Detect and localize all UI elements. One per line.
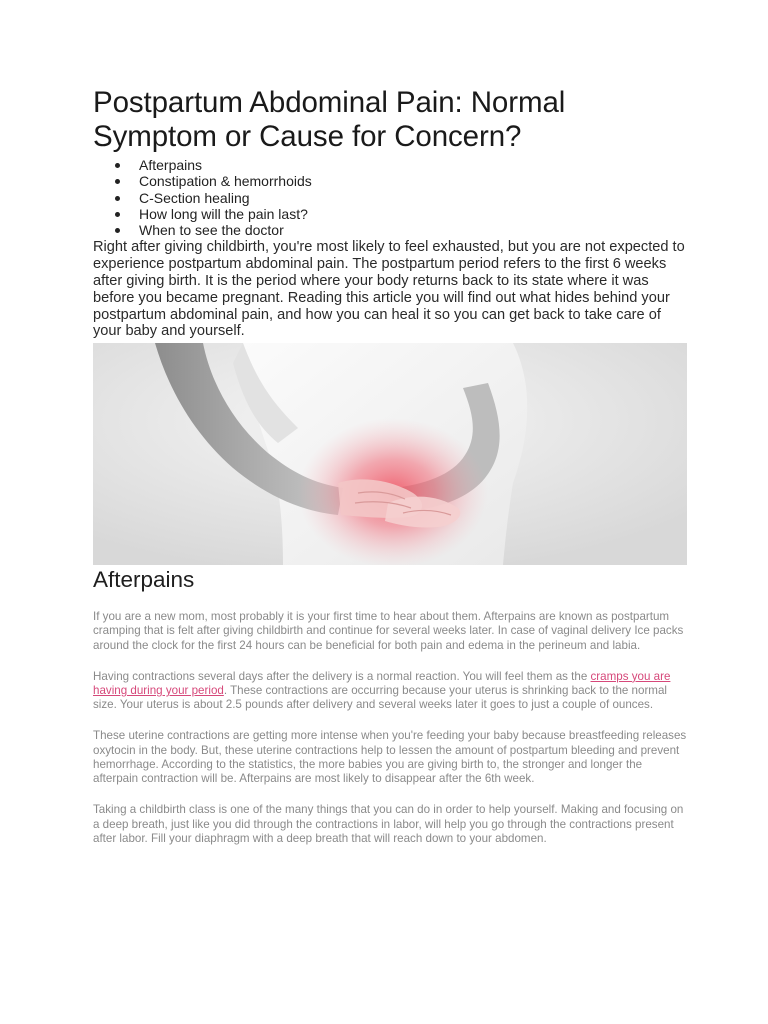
page-title <box>93 86 689 154</box>
section-heading-afterpains: Afterpains <box>93 567 195 593</box>
paragraph-2-text-before: Having contractions several days after the delivery is a normal reaction. You will feel them as the <box>93 669 591 683</box>
table-of-contents <box>93 157 689 238</box>
article <box>93 86 689 846</box>
toc-item[interactable] <box>93 157 689 173</box>
period-cramps-link[interactable]: cramps you are having during your period <box>93 669 671 698</box>
toc-item-label: C-Section healing <box>139 189 250 206</box>
toc-item[interactable] <box>93 173 689 189</box>
bullet-icon <box>115 196 120 201</box>
hero-image <box>93 343 687 565</box>
bullet-icon <box>115 179 120 184</box>
toc-item[interactable] <box>93 222 689 238</box>
title-line-1: Postpartum Abdominal Pain: Normal <box>93 86 566 119</box>
toc-item-label: When to see the doctor <box>139 222 284 239</box>
paragraph-2 <box>93 670 689 713</box>
toc-item-label: Constipation & hemorrhoids <box>139 173 312 190</box>
paragraph-1: If you are a new mom, most probably it is your first time to hear about them. Afterpains are known as postpartum cramping that is felt after giving childbirth and continue for several weeks later. In case of vaginal delivery Ice packs around the clock for the first 24 hours can be beneficial for both pain and edema in the perineum and labia. <box>93 610 684 652</box>
intro-paragraph: Right after giving childbirth, you're most likely to feel exhausted, but you are not expected to experience postpartum abdominal pain. The postpartum period refers to the first 6 weeks after giving birth. It is the period where your body returns back to its state where it was before you became pregnant. Reading this article you will find out what hides behind your postpartum abdominal pain, and how you can heal it so you can get back to take care of your baby and yourself. <box>93 239 685 340</box>
paragraph-2-text-after: . These contractions are occurring because your uterus is shrinking back to the normal size. Your uterus is about 2.5 pounds after delivery and several weeks later it goes to just a couple of ounces. <box>93 684 667 712</box>
toc-item[interactable] <box>93 190 689 206</box>
title-line-2: Symptom or Cause for Concern? <box>93 120 522 153</box>
bullet-icon <box>115 163 120 168</box>
bullet-icon <box>115 228 120 233</box>
toc-item-label: How long will the pain last? <box>139 205 308 222</box>
abdominal-pain-illustration <box>93 343 687 565</box>
paragraph-3: These uterine contractions are getting more intense when you're feeding your baby because breastfeeding releases oxytocin in the body. But, these uterine contractions help to lessen the amount of postpartum bleeding and prevent hemorrhage. According to the statistics, the more babies you are giving birth to, the stronger and longer the afterpain contraction will be. Afterpains are most likely to disappear after the 6th week. <box>93 729 687 786</box>
bullet-icon <box>115 212 120 217</box>
paragraph-4: Taking a childbirth class is one of the many things that you can do in order to help yourself. Making and focusing on a deep breath, just like you did through the contractions in labor, will help you go through the contractions present after labor. Fill your diaphragm with a deep breath that will reach down to your abdomen. <box>93 803 684 845</box>
toc-item-label: Afterpains <box>139 157 203 173</box>
toc-item[interactable] <box>93 206 689 222</box>
